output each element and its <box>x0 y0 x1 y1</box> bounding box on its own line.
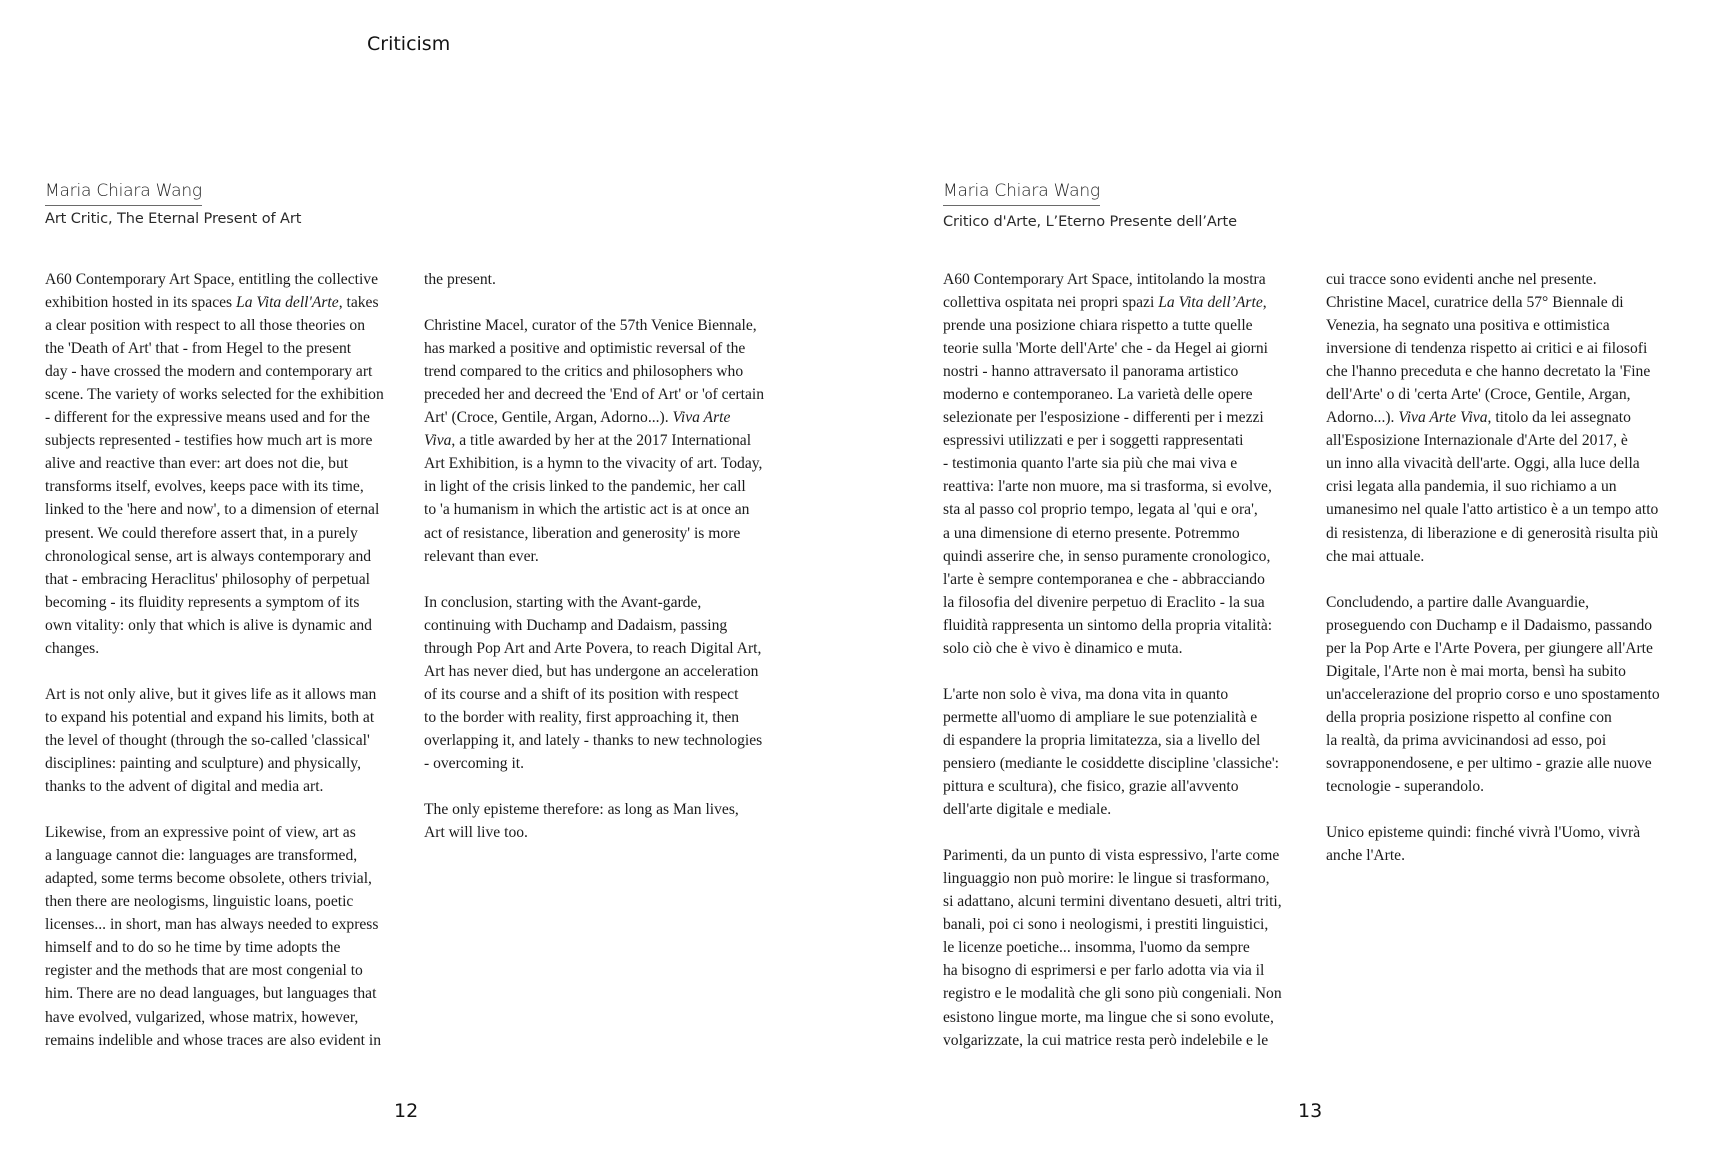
text-line: L'arte non solo è viva, ma dona vita in quanto <box>943 685 1229 703</box>
text-line: linguaggio non può morire: le lingue si trasformano, <box>943 870 1270 888</box>
text-line: di resistenza, di liberazione e di generosità risulta più <box>1326 524 1659 542</box>
text-line: preceded her and decreed the 'End of Art' or 'of certain <box>424 386 765 404</box>
text-line: a clear position with respect to all those theories on <box>45 317 366 335</box>
text-line: - different for the expressive means used and for the <box>45 409 370 427</box>
text-line: through Pop Art and Arte Povera, to reach Digital Art, <box>424 639 762 657</box>
text-line: di espandere la propria limitatezza, sia a livello del <box>943 731 1261 749</box>
text-line: fluidità rappresenta un sintomo della propria vitalità: <box>943 616 1273 634</box>
text-line: crisi legata alla pandemia, il suo richiamo a un <box>1326 478 1617 496</box>
text-line: anche l'Arte. <box>1326 847 1406 865</box>
text-line: Concludendo, a partire dalle Avanguardie, <box>1326 593 1589 611</box>
paragraph-break <box>45 798 405 821</box>
text-line: to the border with reality, first approaching it, then <box>424 708 740 726</box>
text-line: banali, poi ci sono i neologismi, i prestiti linguistici, <box>943 916 1269 934</box>
text-line: le licenze poetiche... insomma, l'uomo da sempre <box>943 939 1250 957</box>
body-column-2 <box>424 268 784 844</box>
text-line: linked to the 'here and now', to a dimension of eternal <box>45 501 380 519</box>
text-line: Art is not only alive, but it gives life as it allows man <box>45 685 377 703</box>
text-line: has marked a positive and optimistic reversal of the <box>424 340 746 358</box>
text-line: l'arte è sempre contemporanea e che - abbracciando <box>943 570 1265 588</box>
text-line: la realtà, da prima avvicinandosi ad esso, poi <box>1326 731 1607 749</box>
text-line: che mai attuale. <box>1326 547 1425 565</box>
text-line: Christine Macel, curatrice della 57° Biennale di <box>1326 294 1624 312</box>
text-line: exhibition hosted in its spaces La Vita dell'Arte, takes <box>45 294 379 312</box>
text-line: himself and to do so he time by time adopts the <box>45 939 341 957</box>
text-line: permette all'uomo di ampliare le sue potenzialità e <box>943 708 1258 726</box>
paragraph-break <box>943 821 1303 844</box>
text-line: In conclusion, starting with the Avant-garde, <box>424 593 702 611</box>
text-line: relevant than ever. <box>424 547 539 565</box>
text-line: becoming - its fluidity represents a symptom of its <box>45 593 360 611</box>
text-line: register and the methods that are most congenial to <box>45 962 363 980</box>
paragraph-break <box>943 660 1303 683</box>
author-header-right <box>943 180 1237 232</box>
text-line: moderno e contemporaneo. La varietà delle opere <box>943 386 1253 404</box>
text-line: solo ciò che è vivo è dinamico e muta. <box>943 639 1183 657</box>
text-line: Art Exhibition, is a hymn to the vivacity of art. Today, <box>424 455 763 473</box>
text-line: tecnologie - superandolo. <box>1326 778 1485 796</box>
paragraph-break <box>424 568 784 591</box>
text-line: scene. The variety of works selected for the exhibition <box>45 386 384 404</box>
text-line: day - have crossed the modern and contemporary art <box>45 363 373 381</box>
author-role: Critico d'Arte, L’Eterno Presente dell’Arte <box>943 214 1237 230</box>
text-line: overlapping it, and lately - thanks to new technologies <box>424 731 763 749</box>
text-line: nostri - hanno attraversato il panorama artistico <box>943 363 1239 381</box>
text-line: alive and reactive than ever: art does not die, but <box>45 455 349 473</box>
text-line: dell'arte digitale e mediale. <box>943 801 1112 819</box>
text-line: continuing with Duchamp and Dadaism, passing <box>424 616 728 634</box>
text-line: of its course and a shift of its position with respect <box>424 685 739 703</box>
text-line: - testimonia quanto l'arte sia più che mai viva e <box>943 455 1238 473</box>
text-line: registro e le modalità che gli sono più congeniali. Non <box>943 985 1282 1003</box>
text-line: him. There are no dead languages, but languages that <box>45 985 377 1003</box>
page-number-left: 12 <box>394 1100 419 1122</box>
text-line: espressivi utilizzati e per i soggetti rappresentati <box>943 432 1244 450</box>
text-line: collettiva ospitata nei propri spazi La Vita dell’Arte, <box>943 294 1267 312</box>
text-line: subjects represented - testifies how much art is more <box>45 432 373 450</box>
text-line: si adattano, alcuni termini diventano desueti, altri triti, <box>943 893 1282 911</box>
text-line: pittura e scultura), che fisico, grazie all'avvento <box>943 778 1239 796</box>
text-line: Art will live too. <box>424 824 528 842</box>
text-line: to 'a humanism in which the artistic act is at once an <box>424 501 750 519</box>
text-line: proseguendo con Duchamp e il Dadaismo, passando <box>1326 616 1653 634</box>
text-line: act of resistance, liberation and generosity' is more <box>424 524 741 542</box>
paragraph-break <box>1326 568 1686 591</box>
author-name: Maria Chiara Wang <box>45 180 202 206</box>
text-line: that - embracing Heraclitus' philosophy of perpetual <box>45 570 370 588</box>
text-line: Venezia, ha segnato una positiva e ottimistica <box>1326 317 1610 335</box>
text-line: transforms itself, evolves, keeps pace with its time, <box>45 478 364 496</box>
text-line: un inno alla vivacità dell'arte. Oggi, alla luce della <box>1326 455 1640 473</box>
text-line: The only episteme therefore: as long as Man lives, <box>424 801 739 819</box>
text-line: Viva, a title awarded by her at the 2017 International <box>424 432 752 450</box>
text-line: in light of the crisis linked to the pandemic, her call <box>424 478 746 496</box>
text-line: sta al passo col proprio tempo, legata al 'qui e ora', <box>943 501 1258 519</box>
text-line: Christine Macel, curator of the 57th Venice Biennale, <box>424 317 757 335</box>
body-column-1 <box>45 268 405 1052</box>
section-title: Criticism <box>367 33 451 55</box>
text-line: Art' (Croce, Gentile, Argan, Adorno...). Viva Arte <box>424 409 731 427</box>
text-line: quindi asserire che, in senso puramente cronologico, <box>943 547 1271 565</box>
text-line: Unico episteme quindi: finché vivrà l'Uomo, vivrà <box>1326 824 1641 842</box>
text-line: un'accelerazione del proprio corso e uno spostamento <box>1326 685 1660 703</box>
text-line: Adorno...). Viva Arte Viva, titolo da lei assegnato <box>1326 409 1631 427</box>
text-line: Likewise, from an expressive point of view, art as <box>45 824 356 842</box>
text-line: to expand his potential and expand his limits, both at <box>45 708 375 726</box>
text-line: trend compared to the critics and philosophers who <box>424 363 744 381</box>
paragraph-break <box>424 291 784 314</box>
text-line: a language cannot die: languages are transformed, <box>45 847 358 865</box>
text-line: thanks to the advent of digital and media art. <box>45 778 324 796</box>
text-line: present. We could therefore assert that, in a purely <box>45 524 358 542</box>
page-number-right: 13 <box>1298 1100 1323 1122</box>
text-line: adapted, some terms become obsolete, others trivial, <box>45 870 372 888</box>
text-line: dell'Arte' o di 'certa Arte' (Croce, Gentile, Argan, <box>1326 386 1631 404</box>
text-line: per la Pop Arte e l'Arte Povera, per giungere all'Arte <box>1326 639 1653 657</box>
text-line: disciplines: painting and sculpture) and physically, <box>45 754 361 772</box>
author-role: Art Critic, The Eternal Present of Art <box>45 211 302 227</box>
text-line: Parimenti, da un punto di vista espressivo, l'arte come <box>943 847 1280 865</box>
text-line: umanesimo nel quale l'atto artistico è a un tempo atto <box>1326 501 1659 519</box>
text-line: selezionate per l'esposizione - differenti per i mezzi <box>943 409 1264 427</box>
text-line: cui tracce sono evidenti anche nel presente. <box>1326 271 1597 288</box>
text-line: prende una posizione chiara rispetto a tutte quelle <box>943 317 1253 335</box>
paragraph-break <box>1326 798 1686 821</box>
text-line: reattiva: l'arte non muore, ma si trasforma, si evolve, <box>943 478 1272 496</box>
text-line: teorie sulla 'Morte dell'Arte' che - da Hegel ai giorni <box>943 340 1268 358</box>
text-line: own vitality: only that which is alive is dynamic and <box>45 616 372 634</box>
paragraph-break <box>45 660 405 683</box>
text-line: pensiero (mediante le cosiddette discipline 'classiche': <box>943 754 1280 772</box>
text-line: - overcoming it. <box>424 754 525 772</box>
text-line: have evolved, vulgarized, whose matrix, however, <box>45 1008 359 1026</box>
text-line: all'Esposizione Internazionale d'Arte del 2017, è <box>1326 432 1628 450</box>
text-line: the level of thought (through the so-called 'classical' <box>45 731 370 749</box>
text-line: a una dimensione di eterno presente. Potremmo <box>943 524 1240 542</box>
author-header-left <box>45 180 301 229</box>
text-line: A60 Contemporary Art Space, entitling the collective <box>45 271 379 288</box>
text-line: changes. <box>45 639 100 657</box>
text-line: remains indelible and whose traces are also evident in <box>45 1031 382 1049</box>
text-line: ha bisogno di esprimersi e per farlo adotta via via il <box>943 962 1265 980</box>
author-name: Maria Chiara Wang <box>943 180 1100 206</box>
text-line: the 'Death of Art' that - from Hegel to the present <box>45 340 352 358</box>
text-line: la filosofia del divenire perpetuo di Eraclito - la sua <box>943 593 1265 611</box>
text-line: A60 Contemporary Art Space, intitolando la mostra <box>943 271 1266 288</box>
body-column-4 <box>1326 268 1686 867</box>
paragraph-break <box>424 775 784 798</box>
text-line: chronological sense, art is always contemporary and <box>45 547 372 565</box>
text-line: the present. <box>424 271 496 288</box>
text-line: della propria posizione rispetto al confine con <box>1326 708 1612 726</box>
text-line: che l'hanno preceduta e che hanno decretato la 'Fine <box>1326 363 1651 381</box>
text-line: licenses... in short, man has always needed to express <box>45 916 379 934</box>
text-line: inversione di tendenza rispetto ai critici e ai filosofi <box>1326 340 1648 358</box>
text-line: esistono lingue morte, ma lingue che si sono evolute, <box>943 1008 1274 1026</box>
body-column-3 <box>943 268 1303 1052</box>
text-line: volgarizzate, la cui matrice resta però indelebile e le <box>943 1031 1269 1049</box>
text-line: Digitale, l'Arte non è mai morta, bensì ha subito <box>1326 662 1626 680</box>
text-line: sovrapponendosene, e per ultimo - grazie alle nuove <box>1326 754 1652 772</box>
text-line: Art has never died, but has undergone an acceleration <box>424 662 759 680</box>
text-line: then there are neologisms, linguistic loans, poetic <box>45 893 354 911</box>
